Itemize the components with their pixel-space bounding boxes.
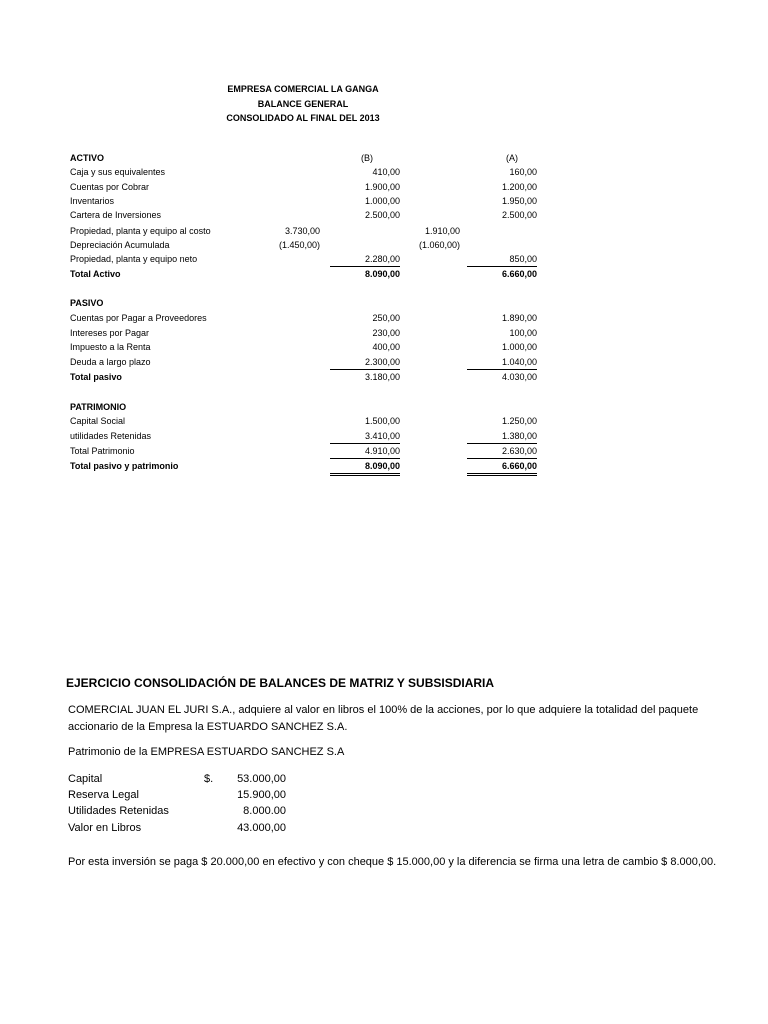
activo-row-b: 2.500,00 xyxy=(364,210,400,220)
pasivo-row-b: 230,00 xyxy=(372,328,400,338)
exercise-paragraph-line: accionario de la Empresa la ESTUARDO SANCHEZ S.A. xyxy=(68,721,348,733)
activo-row-label: Inventarios xyxy=(70,196,115,206)
activo-row-b: 410,00 xyxy=(372,167,400,177)
report-subtitle: CONSOLIDADO AL FINAL DEL 2013 xyxy=(226,113,380,123)
company-name: EMPRESA COMERCIAL LA GANGA xyxy=(227,84,379,94)
activo-row-a: 2.500,00 xyxy=(501,210,537,220)
currency-symbol: $. xyxy=(204,773,214,785)
activo-row-label: Propiedad, planta y equipo neto xyxy=(70,254,198,264)
equity-item-label: Utilidades Retenidas xyxy=(68,805,169,817)
equity-item-value: 15.900,00 xyxy=(237,789,286,801)
total-pasivo-patrimonio-a: 6.660,00 xyxy=(467,459,537,476)
activo-subvalue-a: (1.060,00) xyxy=(418,240,460,250)
activo-subvalue-a: 1.910,00 xyxy=(424,226,460,236)
activo-row-a: 1.950,00 xyxy=(501,196,537,206)
patrimonio-row-a: 1.380,00 xyxy=(467,429,537,444)
equity-item-label: Valor en Libros xyxy=(68,822,142,834)
pasivo-row-a: 1.000,00 xyxy=(501,342,537,352)
activo-row-a: 160,00 xyxy=(509,167,537,177)
activo-row-label: Depreciación Acumulada xyxy=(70,240,170,250)
equity-item-value: 43.000,00 xyxy=(237,822,286,834)
patrimonio-row-b: 3.410,00 xyxy=(330,429,400,444)
patrimonio-heading: PATRIMONIO xyxy=(70,402,127,412)
activo-heading: ACTIVO xyxy=(70,153,105,163)
activo-subvalue-b: 3.730,00 xyxy=(284,226,320,236)
patrimonio-row-label: Total Patrimonio xyxy=(70,446,135,456)
patrimonio-row-label: Capital Social xyxy=(70,416,126,426)
pasivo-row-a: 1.890,00 xyxy=(501,313,537,323)
equity-item-label: Capital xyxy=(68,773,103,785)
total-pasivo-patrimonio-label: Total pasivo y patrimonio xyxy=(70,461,179,471)
activo-row-b: 1.000,00 xyxy=(364,196,400,206)
equity-item-value: 8.000.00 xyxy=(243,805,286,817)
column-a-header: (A) xyxy=(506,153,518,163)
patrimonio-row-a: 2.630,00 xyxy=(467,444,537,459)
pasivo-row-b: 400,00 xyxy=(372,342,400,352)
total-activo-label: Total Activo xyxy=(70,269,121,279)
activo-row-a: 1.200,00 xyxy=(501,182,537,192)
column-b-header: (B) xyxy=(361,153,373,163)
activo-row-a: 850,00 xyxy=(467,252,537,267)
patrimonio-row-a: 1.250,00 xyxy=(501,416,537,426)
pasivo-row-b: 2.300,00 xyxy=(330,355,400,370)
pasivo-row-a: 1.040,00 xyxy=(467,355,537,370)
payment-description: Por esta inversión se paga $ 20.000,00 en efectivo y con cheque $ 15.000,00 y la diferencia se firma una letra de cambio $ 8.000,00. xyxy=(68,856,717,868)
report-title: BALANCE GENERAL xyxy=(257,99,349,109)
pasivo-row-label: Cuentas por Pagar a Proveedores xyxy=(70,313,207,323)
total-pasivo-patrimonio-b: 8.090,00 xyxy=(330,459,400,476)
total-pasivo-b: 3.180,00 xyxy=(364,372,400,382)
total-pasivo-a: 4.030,00 xyxy=(501,372,537,382)
total-activo-b: 8.090,00 xyxy=(364,269,400,279)
pasivo-row-label: Intereses por Pagar xyxy=(70,328,150,338)
total-pasivo-label: Total pasivo xyxy=(70,372,122,382)
activo-row-label: Cuentas por Cobrar xyxy=(70,182,150,192)
patrimonio-row-b: 1.500,00 xyxy=(364,416,400,426)
pasivo-row-a: 100,00 xyxy=(509,328,537,338)
pasivo-row-b: 250,00 xyxy=(372,313,400,323)
activo-row-label: Cartera de Inversiones xyxy=(70,210,162,220)
exercise-title: EJERCICIO CONSOLIDACIÓN DE BALANCES DE MATRIZ Y SUBSISDIARIA xyxy=(66,676,495,690)
pasivo-row-label: Deuda a largo plazo xyxy=(70,357,151,367)
total-activo-a: 6.660,00 xyxy=(501,269,537,279)
activo-subvalue-b: (1.450,00) xyxy=(278,240,320,250)
activo-row-b: 1.900,00 xyxy=(364,182,400,192)
equity-item-label: Reserva Legal xyxy=(68,789,139,801)
activo-row-label: Caja y sus equivalentes xyxy=(70,167,166,177)
patrimonio-empresa-label: Patrimonio de la EMPRESA ESTUARDO SANCHEZ S.A xyxy=(68,746,345,758)
pasivo-row-label: Impuesto a la Renta xyxy=(70,342,151,352)
patrimonio-row-b: 4.910,00 xyxy=(330,444,400,459)
pasivo-heading: PASIVO xyxy=(70,298,104,308)
patrimonio-row-label: utilidades Retenidas xyxy=(70,431,152,441)
activo-row-label: Propiedad, planta y equipo al costo xyxy=(70,226,211,236)
activo-row-b: 2.280,00 xyxy=(330,252,400,267)
equity-item-value: 53.000,00 xyxy=(237,773,286,785)
exercise-paragraph-line: COMERCIAL JUAN EL JURI S.A., adquiere al valor en libros el 100% de la acciones, por lo que adquiere la totalidad del paquete xyxy=(68,704,699,716)
